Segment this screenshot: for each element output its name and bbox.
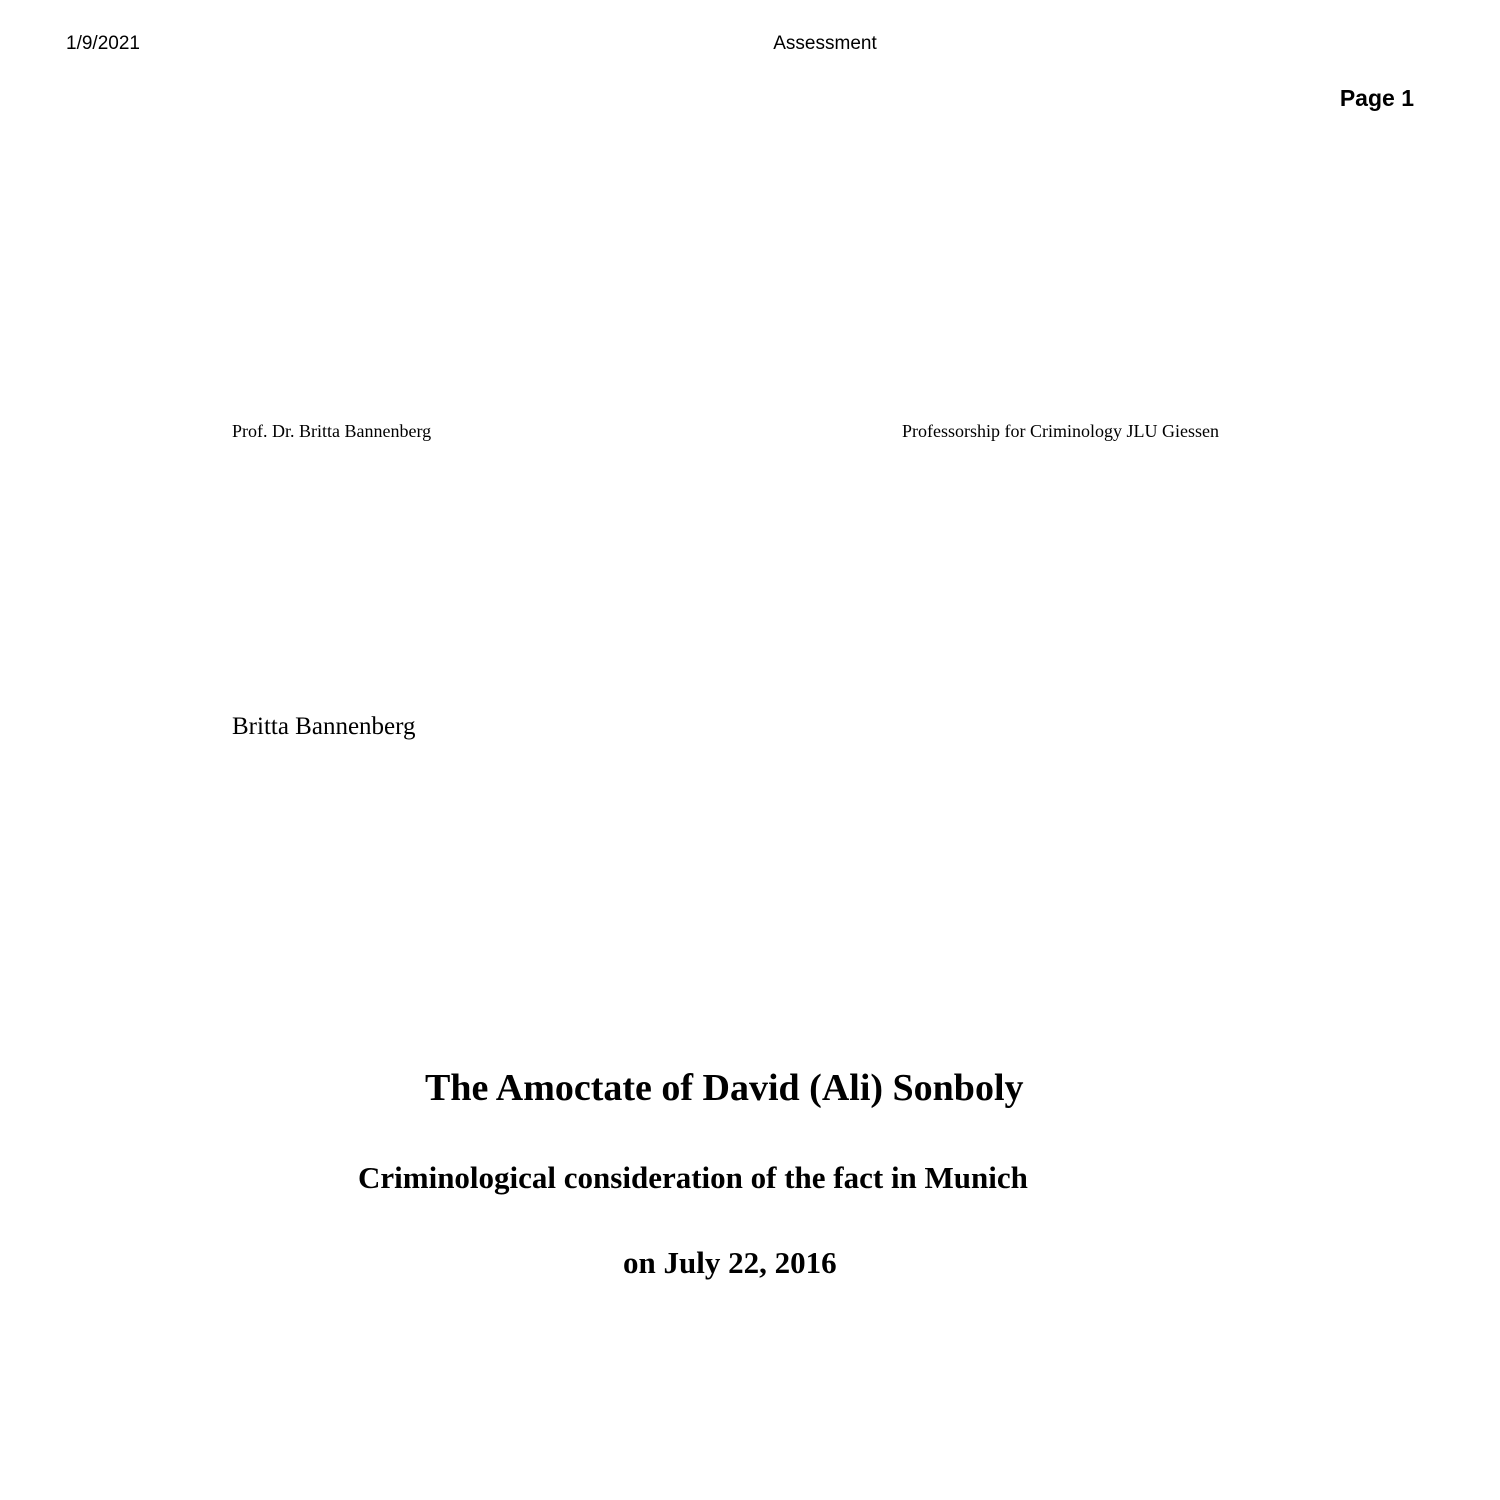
author-name: Britta Bannenberg [232, 713, 416, 740]
document-date-line: on July 22, 2016 [623, 1245, 837, 1280]
document-title: The Amoctate of David (Ali) Sonboly [425, 1067, 1024, 1109]
author-affiliation: Professorship for Criminology JLU Giessen [902, 421, 1219, 441]
header-date: 1/9/2021 [66, 33, 140, 54]
author-credit: Prof. Dr. Britta Bannenberg [232, 421, 432, 441]
page-number: Page 1 [1339, 85, 1414, 111]
header-title: Assessment [773, 33, 877, 54]
document-subtitle: Criminological consideration of the fact in Munich [358, 1160, 1028, 1195]
